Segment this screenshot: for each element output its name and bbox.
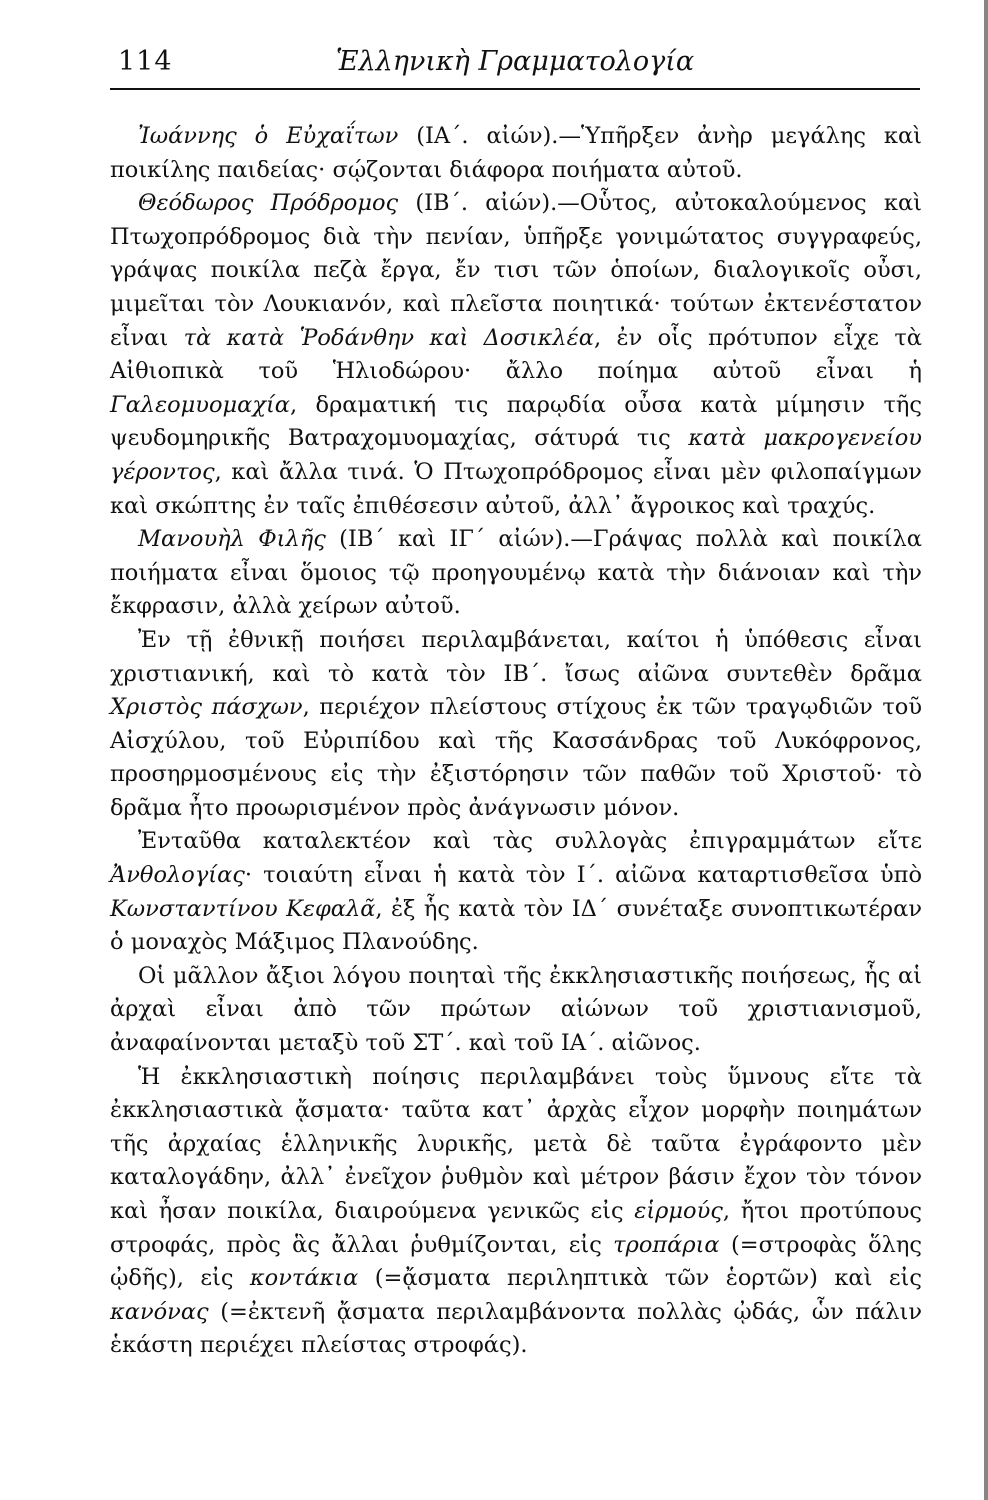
italic-text-segment: Μανουὴλ Φιλῆς — [138, 526, 326, 553]
paragraph-theodoros-prodromos — [110, 187, 922, 523]
paragraph-anthologies — [110, 825, 922, 959]
body-text — [110, 120, 922, 1363]
text-segment: Ἐνταῦθα καταλεκτέον καὶ τὰς συλλογὰς ἐπιγραμμάτων εἴτε — [138, 828, 922, 855]
text-segment: , δραματική τις παρῳδία οὖσα κατὰ μίμησιν τῆς ψευδομηρικῆς Βατραχομυομαχίας, σάτυρά τις — [110, 391, 922, 452]
text-segment: (ΙΒ΄ καὶ ΙΓ΄ αἰών).—Γράψας πολλὰ καὶ ποικίλα ποιήματα εἶναι ὅμοιος τῷ προηγουμένῳ κατὰ τὴν διάνοιαν καὶ τὴν ἔκφρασιν, ἀλλὰ χείρων αὐτοῦ. — [110, 526, 922, 620]
italic-text-segment: Χριστὸς πάσχων — [110, 694, 303, 721]
text-segment: , καὶ ἄλλα τινά. Ὁ Πτωχοπρόδρομος εἶναι μὲν φιλοπαίγμων καὶ σκώπτης ἐν ταῖς ἐπιθέσεσιν αὐτοῦ, ἀλλ᾽ ἄγροικος καὶ τραχύς. — [110, 458, 922, 519]
italic-text-segment: Κωνσταντίνου Κεφαλᾶ — [110, 895, 376, 922]
italic-text-segment: Ἀνθολογίας — [110, 862, 245, 889]
text-segment: , ἤτοι προτύπους στροφάς, πρὸς ἃς ἄλλαι ῥυθμίζονται, εἰς — [110, 1198, 922, 1258]
text-segment: (=ἐκτενῆ ᾄσματα περιλαμβάνοντα πολλὰς ᾠδάς, ὧν πάλιν ἑκάστη περιέχει πλείστας στροφάς). — [110, 1298, 922, 1359]
page-edge-shadow — [984, 0, 988, 1500]
text-segment: (=στροφὰς ὅλης ᾠδῆς), εἰς — [110, 1231, 922, 1292]
text-segment: , ἐξ ἧς κατὰ τὸν ΙΔ΄ συνέταξε συνοπτικωτέραν ὁ μοναχὸς Μάξιμος Πλανούδης. — [110, 895, 923, 956]
italic-text-segment: εἱρμούς — [634, 1198, 723, 1224]
text-segment: (=ᾄσματα περιληπτικὰ τῶν ἑορτῶν) καὶ εἰς — [358, 1265, 922, 1292]
paragraph-ecclesiastical-poets — [110, 960, 922, 1061]
italic-text-segment: κατὰ μακρογενείου γέροντος — [110, 425, 922, 485]
running-title: Ἑλληνικὴ Γραμματολογία — [335, 46, 695, 77]
paragraph-ecclesiastical-poetry — [110, 1061, 922, 1363]
italic-text-segment: τροπάρια — [613, 1231, 720, 1258]
italic-text-segment: Γαλεομυομαχία — [110, 391, 290, 418]
text-segment: , ἐν οἷς πρότυπον εἶχε τὰ Αἰθιοπικὰ τοῦ Ἡλιοδώρου· ἄλλο ποίημα αὐτοῦ εἶναι ἡ — [110, 324, 922, 385]
text-segment: Ἡ ἐκκλησιαστικὴ ποίησις περιλαμβάνει τοὺς ὕμνους εἴτε τὰ ἐκκλησιαστικὰ ᾄσματα· ταῦτα κατ᾽ ἀρχὰς εἶχον μορφὴν ποιημάτων τῆς ἀρχαίας ἑλληνικῆς λυρικῆς, μετὰ δὲ ταῦτα ἐγράφοντο μὲν καταλογάδην, ἀλλ᾽ ἐνεῖχον ῥυθμὸν καὶ μέτρον βάσιν ἔχον τὸν τόνον καὶ ἦσαν ποικίλα, διαιρούμενα γενικῶς εἰς — [110, 1063, 922, 1224]
italic-text-segment: κανόνας — [110, 1298, 209, 1325]
text-segment: Οἱ μᾶλλον ἄξιοι λόγου ποιηταὶ τῆς ἐκκλησιαστικῆς ποιήσεως, ἧς αἱ ἀρχαὶ εἶναι ἀπὸ τῶν πρώτων αἰώνων τοῦ χριστιανισμοῦ, ἀναφαίνονται μεταξὺ τοῦ ΣΤ΄. καὶ τοῦ ΙΑ΄. αἰῶνος. — [110, 962, 922, 1057]
page-header — [110, 44, 920, 90]
paragraph-ioannes-euchaiton — [110, 120, 922, 187]
italic-text-segment: τὰ κατὰ Ῥοδάνθην καὶ Δοσικλέα — [183, 324, 594, 351]
page-number: 114 — [118, 46, 173, 77]
text-segment: (ΙΑ΄. αἰών).—Ὑπῆρξεν ἀνὴρ μεγάλης καὶ ποικίλης παιδείας· σῴζονται διάφορα ποιήματα αὐτοῦ. — [110, 123, 922, 183]
text-segment: · τοιαύτη εἶναι ἡ κατὰ τὸν Ι΄. αἰῶνα καταρτισθεῖσα ὑπὸ — [244, 862, 922, 889]
italic-text-segment: Ἰωάννης ὁ Εὐχαΐτων — [138, 123, 399, 149]
italic-text-segment: κοντάκια — [249, 1265, 359, 1292]
italic-text-segment: Θεόδωρος Πρόδρομος — [138, 190, 399, 217]
text-segment: , περιέχον πλείστους στίχους ἐκ τῶν τραγῳδιῶν τοῦ Αἰσχύλου, τοῦ Εὐριπίδου καὶ τῆς Κασσάνδρας τοῦ Λυκόφρονος, προσηρμοσμένους εἰς τὴν ἐξιστόρησιν τῶν παθῶν τοῦ Χριστοῦ· τὸ δρᾶμα ἦτο προωρισμένον πρὸς ἀνάγνωσιν μόνον. — [110, 694, 922, 821]
paragraph-christos-paschon — [110, 624, 922, 826]
text-segment: (ΙΒ΄. αἰών).—Οὗτος, αὐτοκαλούμενος καὶ Πτωχοπρόδρομος διὰ τὴν πενίαν, ὑπῆρξε γονιμώτατος συγγραφεύς, γράψας ποικίλα πεζὰ ἔργα, ἔν τισι τῶν ὁποίων, διαλογικοῖς οὖσι, μιμεῖται τὸν Λουκιανόν, καὶ πλεῖστα ποιητικά· τούτων ἐκτενέστατον εἶναι — [110, 190, 922, 351]
paragraph-manouel-philes — [110, 523, 922, 624]
text-segment: Ἐν τῇ ἐθνικῇ ποιήσει περιλαμβάνεται, καίτοι ἡ ὑπόθεσις εἶναι χριστιανική, καὶ τὸ κατὰ τὸν ΙΒ΄. ἴσως αἰῶνα συντεθὲν δρᾶμα — [110, 626, 922, 687]
